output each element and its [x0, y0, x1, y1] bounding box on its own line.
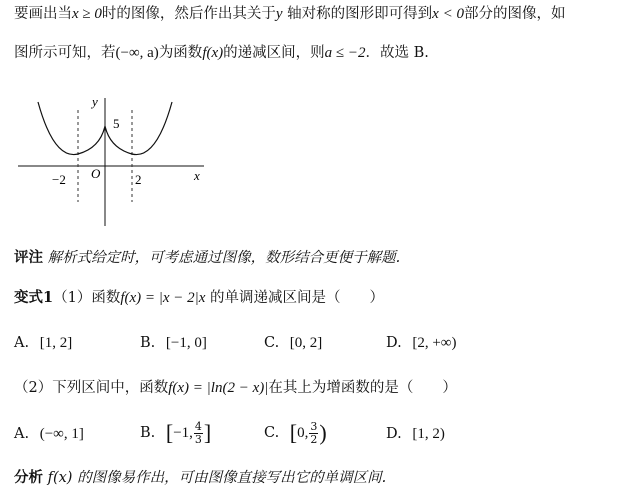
text-segment: 部分的图像，如 [463, 6, 566, 22]
option-value: [2, +∞) [412, 335, 457, 351]
analysis-line [14, 466, 386, 487]
analysis-text: f(x) 的图像易作出，可由图像直接写出它的单调区间. [47, 470, 387, 486]
q1-text-end: 的单调递减区间是（ ） [205, 290, 385, 306]
q2-option-b[interactable] [140, 416, 211, 450]
math-func: f(x) [202, 45, 224, 61]
q2-func: f(x) = |ln(2 − x)| [168, 380, 269, 396]
math-interval: (−∞, a) [115, 45, 159, 61]
q2-text-end: 在其上为增函数的是（ ） [268, 380, 457, 396]
option-letter: C. [264, 335, 280, 351]
tick-label-2: 2 [135, 172, 142, 187]
paragraph-line-2 [14, 43, 429, 63]
option-letter: C. [264, 425, 280, 441]
fraction-numerator: 4 [194, 419, 202, 433]
tick-label-5: 5 [113, 116, 120, 131]
paragraph-line-1 [14, 4, 565, 24]
origin-label: O [91, 166, 101, 181]
q1-func: f(x) = |x − 2|x [120, 290, 206, 306]
math-condition: x ≥ 0 [72, 6, 102, 22]
bracket-left: [ [289, 420, 298, 445]
option-value: [−1, 0] [165, 335, 207, 351]
variant-title: 变式1 [14, 289, 54, 306]
fraction-denominator: 2 [310, 432, 318, 446]
q1-option-b[interactable] [140, 333, 207, 353]
fraction [309, 421, 318, 446]
option-letter: A. [14, 335, 30, 351]
tick-label-neg2: −2 [52, 172, 66, 187]
fraction-numerator: 3 [310, 419, 318, 433]
note-line [14, 248, 400, 268]
option-letter: B. [140, 335, 156, 351]
bracket-right: ] [203, 420, 212, 445]
math-condition: a ≤ −2 [324, 45, 366, 61]
option-value: [0, 2] [289, 335, 323, 351]
q2-text: （2）下列区间中，函数 [14, 380, 169, 396]
q2-option-d[interactable] [386, 424, 445, 444]
fraction [194, 421, 203, 446]
option-value: −1, [173, 425, 193, 441]
text-segment: 图所示可知，若 [14, 45, 116, 61]
option-letter: D. [386, 335, 402, 351]
variant-q1 [14, 288, 384, 308]
option-value: 0, [297, 425, 309, 441]
option-letter: D. [386, 426, 402, 442]
option-value: [1, 2) [412, 426, 445, 442]
math-var-y: y [275, 6, 283, 22]
variant-q2 [14, 378, 457, 398]
q2-option-a[interactable] [14, 424, 84, 444]
q1-option-c[interactable] [264, 333, 322, 353]
bracket-right: ) [319, 420, 327, 445]
fraction-denominator: 3 [194, 432, 202, 446]
text-segment: 的递减区间，则 [223, 45, 325, 61]
q1-option-d[interactable] [386, 333, 456, 353]
option-value: (−∞, 1] [39, 426, 84, 442]
analysis-title: 分析 [14, 469, 43, 486]
text-segment: 时的图像，然后作出其关于 [101, 6, 276, 22]
option-value: [1, 2] [39, 335, 73, 351]
q2-option-c[interactable] [264, 416, 327, 450]
function-graph [14, 90, 214, 230]
option-letter: B. [140, 425, 156, 441]
q1-text: （1）函数 [53, 290, 121, 306]
text-segment: 轴对称的图形即可得到 [282, 6, 433, 22]
text-segment: ．故选 B. [365, 45, 429, 61]
option-letter: A. [14, 426, 30, 442]
math-condition: x < 0 [432, 6, 464, 22]
q1-option-a[interactable] [14, 333, 72, 353]
bracket-left: [ [165, 420, 174, 445]
axis-label-y: y [92, 94, 98, 109]
axis-label-x: x [194, 168, 200, 183]
text-segment: 要画出当 [14, 6, 72, 22]
note-text: 解析式给定时，可考虑通过图像，数形结合更便于解题. [47, 250, 401, 266]
text-segment: 为函数 [158, 45, 203, 61]
note-title: 评注 [14, 249, 43, 266]
